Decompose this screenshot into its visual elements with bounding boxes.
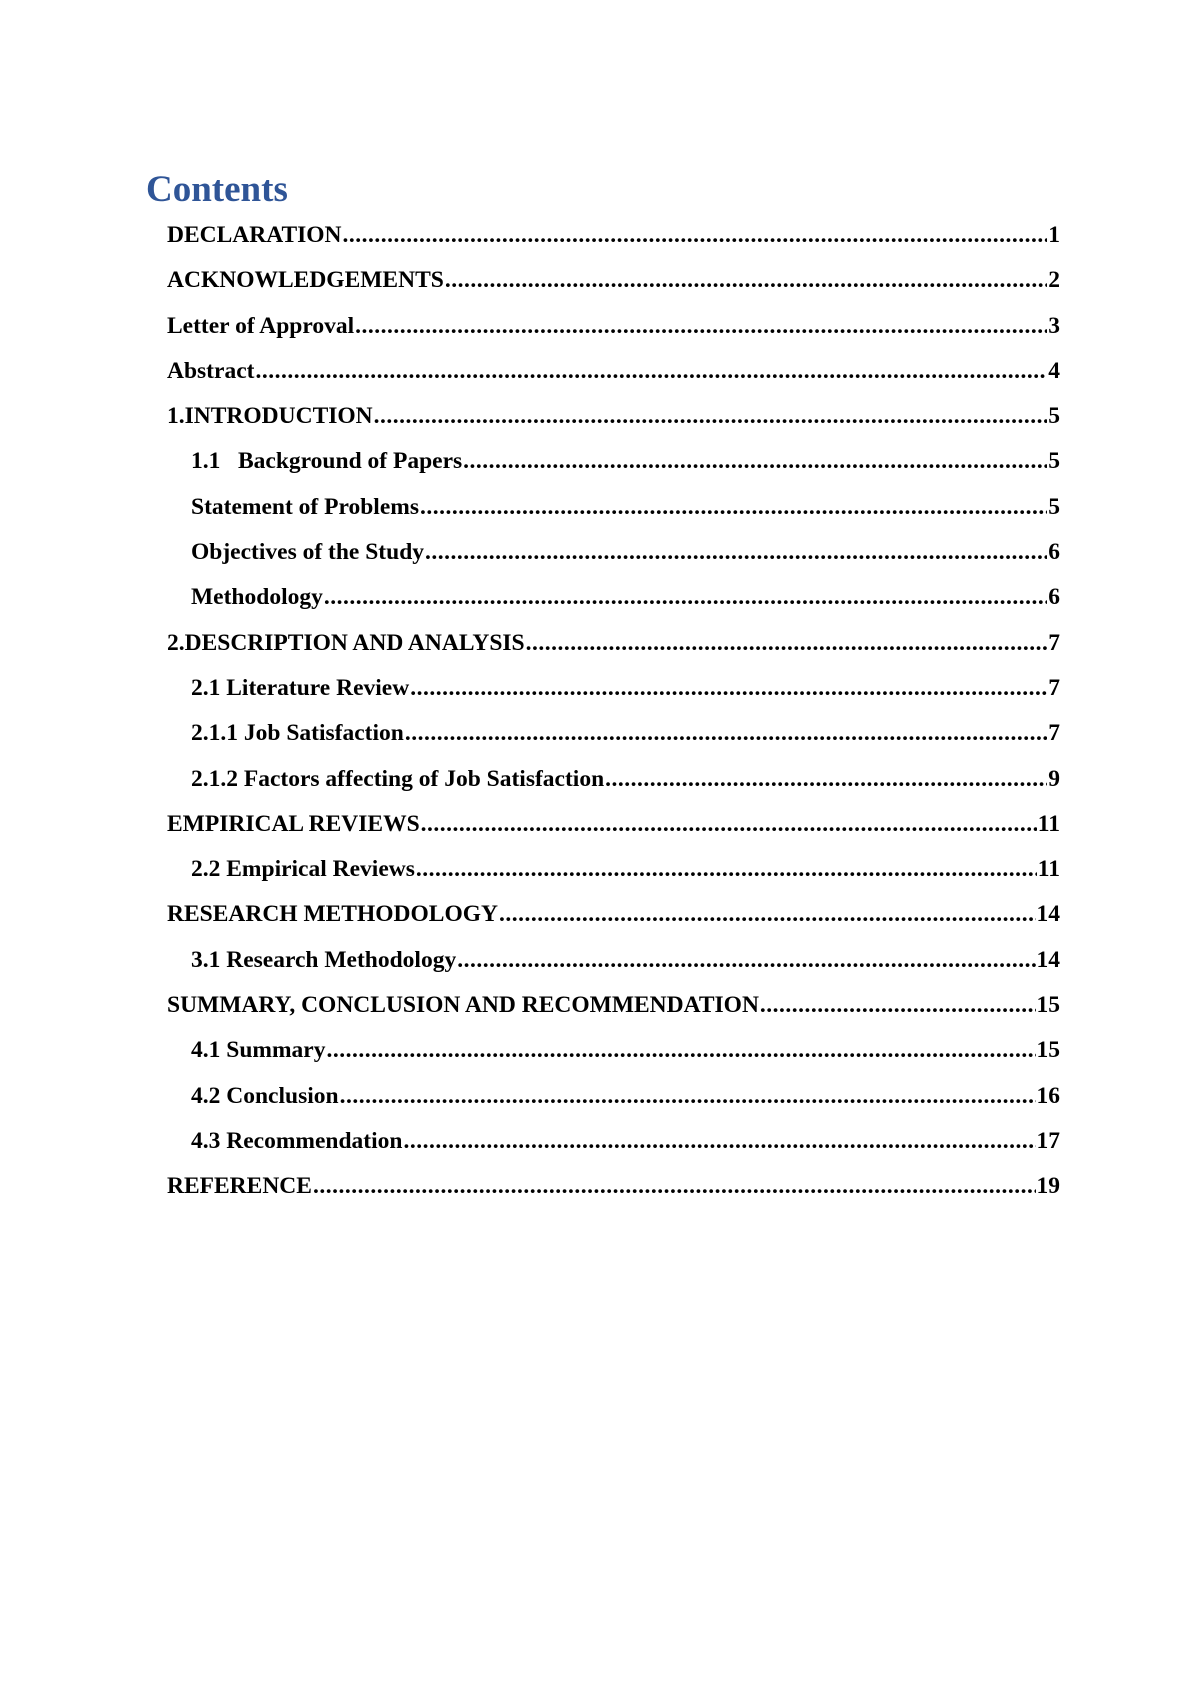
toc-entry-page: 7: [1048, 674, 1060, 701]
toc-entry[interactable]: [167, 847, 1060, 892]
toc-dot-leader: [255, 349, 1047, 394]
toc-entry[interactable]: [167, 394, 1060, 439]
toc-entry[interactable]: [167, 666, 1060, 711]
toc-entry-label: Methodology: [191, 584, 323, 611]
toc-entry[interactable]: [167, 1028, 1060, 1073]
toc-entry-label: 3.1 Research Methodology: [191, 946, 457, 973]
toc-entry-label: 4.3 Recommendation: [191, 1127, 403, 1154]
toc-entry[interactable]: [167, 485, 1060, 530]
toc-dot-leader: [499, 892, 1036, 937]
toc-entry-page: 11: [1037, 856, 1060, 883]
toc-entry[interactable]: [167, 757, 1060, 802]
toc-entry-page: 1: [1048, 222, 1060, 248]
toc-entry[interactable]: [167, 439, 1060, 484]
toc-entry-label: RESEARCH METHODOLOGY: [167, 901, 498, 928]
toc-entry[interactable]: [167, 938, 1060, 983]
toc-entry-label: Abstract: [167, 357, 255, 384]
toc-entry-page: 5: [1048, 493, 1060, 520]
toc-entry-label: Objectives of the Study: [191, 539, 425, 566]
toc-entry[interactable]: [167, 983, 1060, 1028]
toc-dot-leader: [324, 575, 1047, 620]
toc-dot-leader: [405, 711, 1047, 756]
toc-entry-label: EMPIRICAL REVIEWS: [167, 810, 420, 837]
toc-entry[interactable]: [167, 349, 1060, 394]
toc-entry-page: 7: [1048, 720, 1060, 747]
toc-entry-page: 14: [1036, 901, 1060, 928]
toc-entry-label: 2.1.1 Job Satisfaction: [191, 720, 404, 747]
toc-entry-page: 11: [1037, 810, 1060, 837]
toc-entry-label: 1.INTRODUCTION: [167, 403, 373, 430]
toc-dot-leader: [605, 757, 1047, 802]
toc-dot-leader: [403, 1119, 1035, 1164]
toc-entry[interactable]: [167, 258, 1060, 303]
toc-entry[interactable]: [167, 621, 1060, 666]
toc-list: [167, 213, 1060, 1210]
toc-entry-label: Letter of Approval: [167, 312, 355, 339]
toc-entry-page: 15: [1036, 1037, 1060, 1064]
toc-entry[interactable]: [167, 304, 1060, 349]
toc-dot-leader: [313, 1164, 1036, 1209]
toc-entry[interactable]: [167, 1074, 1060, 1119]
toc-entry-page: 5: [1048, 403, 1060, 430]
toc-entry-page: 7: [1048, 629, 1060, 656]
toc-entry[interactable]: [167, 1119, 1060, 1164]
toc-dot-leader: [445, 258, 1047, 303]
toc-dot-leader: [760, 983, 1036, 1028]
toc-entry-label: REFERENCE: [167, 1173, 312, 1200]
toc-dot-leader: [355, 304, 1047, 349]
toc-dot-leader: [340, 1074, 1036, 1119]
toc-title: Contents: [146, 169, 288, 210]
toc-entry-page: 14: [1036, 946, 1060, 973]
toc-entry-label: 1.1 Background of Papers: [191, 448, 463, 475]
toc-entry[interactable]: [167, 711, 1060, 756]
toc-entry-label: SUMMARY, CONCLUSION AND RECOMMENDATION: [167, 992, 759, 1019]
toc-entry-label: 2.1.2 Factors affecting of Job Satisfaction: [191, 765, 605, 792]
toc-entry[interactable]: [167, 802, 1060, 847]
toc-dot-leader: [526, 621, 1048, 666]
toc-dot-leader: [457, 938, 1035, 983]
toc-entry[interactable]: [167, 575, 1060, 620]
toc-dot-leader: [374, 394, 1048, 439]
toc-entry-label: 4.2 Conclusion: [191, 1082, 339, 1109]
toc-dot-leader: [326, 1028, 1035, 1073]
toc-entry-page: 6: [1048, 539, 1060, 566]
toc-entry-label: Statement of Problems: [191, 493, 419, 520]
toc-dot-leader: [420, 485, 1047, 530]
toc-entry-label: ACKNOWLEDGEMENTS: [167, 267, 444, 294]
toc-entry-label: DECLARATION: [167, 222, 342, 248]
toc-dot-leader: [410, 666, 1047, 711]
toc-entry-page: 6: [1048, 584, 1060, 611]
toc-entry[interactable]: [167, 1164, 1060, 1209]
toc-dot-leader: [425, 530, 1047, 575]
toc-entry-label: 2.1 Literature Review: [191, 674, 410, 701]
toc-entry-page: 9: [1048, 765, 1060, 792]
toc-entry[interactable]: [167, 530, 1060, 575]
toc-entry[interactable]: [167, 213, 1060, 258]
toc-entry-page: 4: [1048, 357, 1060, 384]
toc-entry-page: 19: [1036, 1173, 1060, 1200]
toc-dot-leader: [343, 213, 1048, 258]
toc-entry-label: 2.DESCRIPTION AND ANALYSIS: [167, 629, 525, 656]
toc-entry[interactable]: [167, 892, 1060, 937]
toc-entry-label: 2.2 Empirical Reviews: [191, 856, 415, 883]
toc-entry-page: 5: [1048, 448, 1060, 475]
toc-entry-page: 3: [1048, 312, 1060, 339]
toc-dot-leader: [421, 802, 1037, 847]
toc-entry-page: 16: [1036, 1082, 1060, 1109]
toc-dot-leader: [463, 439, 1047, 484]
toc-entry-page: 2: [1048, 267, 1060, 294]
toc-entry-page: 17: [1036, 1127, 1060, 1154]
toc-dot-leader: [416, 847, 1037, 892]
toc-entry-page: 15: [1036, 992, 1060, 1019]
toc-entry-label: 4.1 Summary: [191, 1037, 326, 1064]
